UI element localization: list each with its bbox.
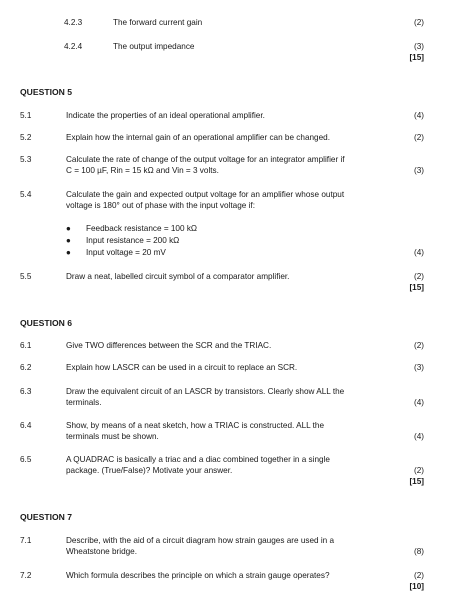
item-text-5-5: Draw a neat, labelled circuit symbol of a comparator amplifier.: [66, 272, 290, 281]
item-text-6-4-line-1: Show, by means of a neat sketch, how a TRIAC is constructed. ALL the: [66, 421, 325, 430]
item-number-6-1: 6.1: [20, 341, 32, 350]
question-6-total: [15]: [409, 477, 424, 486]
item-mark-4-2-3: (2): [413, 18, 424, 27]
item-text-7-1-line-1: Describe, with the aid of a circuit diagram how strain gauges are used in a: [66, 536, 335, 545]
item-text-7-1-line-2: Wheatstone bridge.: [66, 547, 138, 556]
item-mark-6-4: (4): [413, 432, 424, 441]
question-5-total: [15]: [409, 283, 424, 292]
item-text-6-2: Explain how LASCR can be used in a circuit to replace an SCR.: [66, 363, 298, 372]
item-text-5-4-line-2: voltage is 180° out of phase with the input voltage if:: [66, 201, 255, 210]
item-text-6-4-line-2: terminals must be shown.: [66, 432, 159, 441]
item-text-4-2-4: The output impedance: [113, 42, 195, 51]
item-mark-7-1: (8): [413, 547, 424, 556]
item-mark-6-2: (3): [413, 363, 424, 372]
item-text-6-3-line-2: terminals.: [66, 398, 102, 407]
item-number-6-5: 6.5: [20, 455, 32, 464]
question-7-heading: QUESTION 7: [20, 512, 73, 522]
item-number-7-2: 7.2: [20, 571, 32, 580]
bullet-icon: ●: [66, 248, 71, 257]
item-text-5-3-line-2: C = 100 µF, Rin = 15 kΩ and Vin = 3 volts.: [66, 166, 219, 175]
item-mark-7-2: (2): [413, 571, 424, 580]
item-text-6-5-line-1: A QUADRAC is basically a triac and a diac combined together in a single: [66, 455, 330, 464]
item-number-5-4: 5.4: [20, 190, 32, 199]
item-mark-6-1: (2): [413, 341, 424, 350]
item-number-5-1: 5.1: [20, 111, 32, 120]
bullet-icon: ●: [66, 224, 71, 233]
item-number-6-2: 6.2: [20, 363, 32, 372]
question-4-total: [15]: [409, 53, 424, 62]
item-text-7-2: Which formula describes the principle on which a strain gauge operates?: [66, 571, 330, 580]
item-number-4-2-3: 4.2.3: [64, 18, 83, 27]
item-text-5-4-line-1: Calculate the gain and expected output voltage for an amplifier whose output: [66, 190, 345, 199]
bullet-text: Input voltage = 20 mV: [86, 248, 166, 257]
bullet-text: Input resistance = 200 kΩ: [86, 236, 180, 245]
bullet-icon: ●: [66, 236, 71, 245]
item-text-6-3-line-1: Draw the equivalent circuit of an LASCR by transistors. Clearly show ALL the: [66, 387, 345, 396]
item-mark-6-3: (4): [413, 398, 424, 407]
item-mark-5-1: (4): [413, 111, 424, 120]
item-text-5-2: Explain how the internal gain of an operational amplifier can be changed.: [66, 133, 330, 142]
item-number-5-2: 5.2: [20, 133, 32, 142]
question-5-heading: QUESTION 5: [20, 87, 73, 97]
question-6-heading: QUESTION 6: [20, 318, 73, 328]
item-number-4-2-4: 4.2.4: [64, 42, 83, 51]
item-text-4-2-3: The forward current gain: [113, 18, 203, 27]
item-number-5-3: 5.3: [20, 155, 32, 164]
question-7-total: [10]: [409, 582, 424, 591]
bullet-text: Feedback resistance = 100 kΩ: [86, 224, 198, 233]
item-number-7-1: 7.1: [20, 536, 32, 545]
item-mark-6-5: (2): [413, 466, 424, 475]
item-text-6-5-line-2: package. (True/False)? Motivate your answer.: [66, 466, 233, 475]
item-mark-5-3: (3): [413, 166, 424, 175]
item-number-6-3: 6.3: [20, 387, 32, 396]
item-mark-5-4: (4): [413, 248, 424, 257]
item-text-5-1: Indicate the properties of an ideal operational amplifier.: [66, 111, 265, 120]
item-number-6-4: 6.4: [20, 421, 32, 430]
item-number-5-5: 5.5: [20, 272, 32, 281]
item-text-5-3-line-1: Calculate the rate of change of the output voltage for an integrator amplifier if: [66, 155, 345, 164]
item-mark-5-5: (2): [413, 272, 424, 281]
item-text-6-1: Give TWO differences between the SCR and the TRIAC.: [66, 341, 272, 350]
item-mark-5-2: (2): [413, 133, 424, 142]
item-mark-4-2-4: (3): [413, 42, 424, 51]
